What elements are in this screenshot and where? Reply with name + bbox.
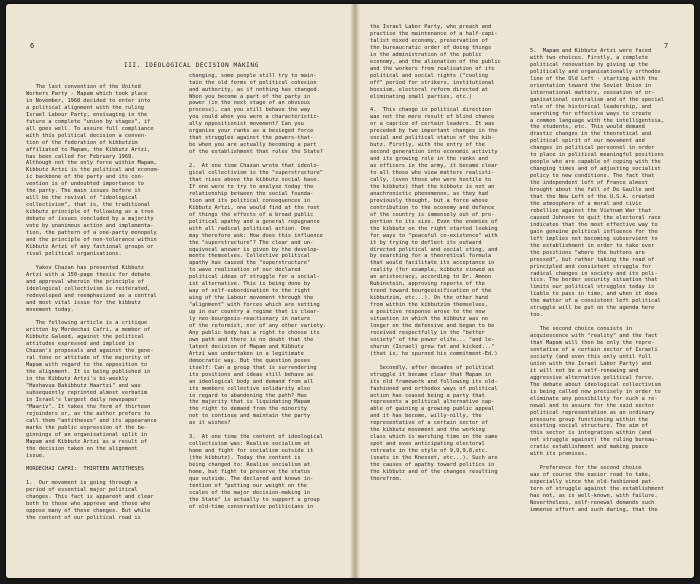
text-column-3: the Israel Labor Party, who preach and practise the maintenance of a half-capi- talist mixed economy, preservation of the bureaucratic order of doing things in the administration of the public economy, and the alienation of the public and the workers from realisation of its political and social rights ("cooling off" period for strikers, institutional bossism, electoral reform directed at eliminating small parties, etc.) 4. This change in political direction was not the mere result of blind chance or a caprice of certain leaders. It was preceded by two important changes in the social and political status of the kib- butz. Firstly, with the entry of the second generation into economic activity and its growing role in the ranks and as officers in the army, it became clear to all those who view matters realisti- cally, (even those who were hostile to the kibbutz) that the kibbutz is not an anachronistic phenomenon, as they had previously thought, but a force whose contribution to the economy and defence of the country is immensely out of pro- portion to its size. Even the enemies of the kibbutz on the right started looking for ways to "peaceful co-existence" with it by trying to deflect its outward directed political and social sting, and by searching for a theoretical formula that would facilitate its acceptance in reality (for example, kibbutz viewed as an aristocracy, according to Dr. Amnon Rubinstein, approving reports of the trend toward bourgeoisification of the kibbutzim, etc...). On the other hand from within the kibbutzim themselves, a positive response arose to the new situation in which the kibbutz was no longer on the defensive and began to be received respectfully in the "better society" of the power elite... "and le- shurun (Israel) grew fat and kicked..." (that is, he spurned his commitment-Ed.) Secondly, after decades of political struggle it became clear that Mapam in its old framework and following its old- fashioned and orthodox ways of political action has ceased being a party that represents a political alternative cap- able of gaining a growing public appeal and it has become, willy-nilly, the representative of a certain sector of the kibbutz movement and the working class which is marching time on the same spot and even anticipating electoral retreats in the style of 9,9,9,8,etc. (seats in the Knesset, etc...). Such are the causes of apathy toward politics in the kibbutz and of the changes resulting therefrom. [370, 24, 501, 482]
left-page [6, 4, 350, 578]
text-column-4: 5. Mapam and Kibbutz Artzi were faced with two choices. Firstly, a complete political renovation by giving up the politically and organisationally orthodox line of the Old Left - starting with the orientation toward the Soviet Union in international matters, cessation of or- ganisational centralism and of the special role of the historical leadership, and searching for effective ways to create a common language with the intelligentsia, the students, etc. This would demand drastic changes in the theoretical and political spirit of our movement and changes in political personnel in order to place in political meaningful positions people who are capable of coping with the changing times and of adjusting socialist policy to new conditions. The fact that the independent left of France almost brought about the fall of De Gaulle and that the New Left of the U.S.A. created the atmosphere of a moral and civic rebellion against the Vietnam War that caused Johnson to quit the electoral race indicates that the most effective way to gain genuine political influence for the left implies not becoming subservient to the establishment in order to take over the positions "where the buttons are pressed", but rather taking the road of principled and consistent struggle for radical changes in society and its poli- tics. The border security situation that limits our political struggles today is liable to pass in time, and when it does the matter of a consistent left political struggle will be put on the agenda here too. The second choice consists in acquiescence with "reality" and the fact that Mapam will then be only the repre- sentative of a certain sector of Israeli society (and even this only until full union with the Israel Labor Party) and it will not be a self-renewing and aggressive alternative political force. The debate about ideological collectivism is being called now precisely in order to eliminate any possibility for such a re- newal and to assure for the said sector political representation as an ordinary pressure group functioning within the existing social structure. The aim of this sector is integration within (and not struggle against) the ruling bureau- cratic establishment and making peace with its premises. Preference for the second choice was of course the easier road to take, especially since the old-fashioned pat- tern of struggle against the establishment has not, as is well-known, with failure. Nevertheless, self-renewal demands such immense effort and such daring, that the [530, 48, 664, 513]
binding-gutter [350, 4, 360, 578]
page-number: 6 [30, 42, 35, 50]
booklet-spread [6, 4, 694, 578]
right-page [360, 4, 694, 578]
section-title: III. IDEOLOGICAL DECISION MAKING [124, 62, 259, 69]
page-number: 7 [664, 42, 669, 50]
text-column-1: The last convention of the United Workers Party - Mapam which took place in November, 1968 decided to enter into a political alignment with the ruling Israel Labour Party, envisaging in the future a complete "union by stages", if all goes well. To assure full compliance with this political decision a conven- tion of the federation of kibbutzim affiliated to Mapam, the Kibbutz Artzi, has been called for February 1969. Although not the only force within Mapam, Kibbutz Artzi is the political and econom- ic backbone of the party and its con- vention is of undoubted importance to the party. The main issues before it will be the revival of "ideological collectivism", that is, the traditional kibbutz principle of following as a tree debate of issues concluded by a majority vote by unanimous action and implementa- tion, the pattern of a one-party monopoly and the principle of non-tolerance within Kibbutz Artzi of any factional groups or rival political organisations. Yakov Chazan has presented Kibbutz Artzi with a 150-page thesis for debate and approval wherein the principle of ideological collectivism is reiterated, redeveloped and reemphasized as a central and most vital issue for the kibbutz movement today. The following article is a critique written by Mordechai Cafri, a member of Kibbutz Galeed, against the political attitudes expressed and implied in Chazan's proposals and against the gene- ral tone or attitude of the majority of Mapam with regard to the opposition to the alignment. It is being published in in the Kibbutz Artzi's bi-weekly "Hashavua Bakibbutz Haartzi" and was subsequently reprinted almost verbatim in Israel's largest daily newspaper "Maariv". It takes the form of thirteen rejoinders or, as the author prefers to call them "antitheses" and its appearance marks the public expression of the be- ginnings of an organisational split in Mapam and Kibbutz Artzi as a result of the decision taken on the alignment issue. MORDECHAI CAFRI: THIRTEEN ANTITHESES 1. Our movement is going through a period of essential major political changes. This fact is apparent and clear both to those who approve and those who oppose many of these changes. But while the content of our political road is [26, 84, 160, 522]
text-column-2: changing, some people still try to main- tain the old forms of political cohesion and authority, as if nothing has changed. When you become a part of the party in power (in the next stage of an obvious process), can you still behave the way you could when you were a characteristic- ally oppositionist movement? Can you organise your ranks as a besieged force that struggles against the powers-that- be when you are actually becoming a part of the establishment that rules the State? 2. At one time Chazan wrote that ideolo- gical collectivism is the "superstructure" that rises above the kibbutz social base. If one were to try to analyse today the relationship between the social founda- tion and its political consequences in Kibbutz Artzi, one would find at the root of things the effects of a broad public political apathy and a general repugnance with all radical political action. One may therefore ask: How does this influence the "superstructure"? The clear and un- equivocal answer is given by the develop- ments themselves. Collective political apathy has caused the "superstructure" to wave realisation of our declared political ideas of struggle for a social- ist alternative. This is being done by way of self-subordination to the right wing of the Labour movement through the "alignment" with forces which are setting up in our country a regime that is clear- ly neo-bourgeois-reactionary in nature of the reformist, nor of any other variety. Any public body has a right to choose its own path and there is no doubt that the latest decision of Mapam and Kibbutz Artzi was undertaken in a legitimate democratic way. But the question poses itself: Can a group that is surrendering its positions and ideas still behave as an ideological body and demand from all its members collective solidarity also in regard to abandoning the path? Has the majority that is liquidating Mapam the right to demand from the minority not to continue and maintain the party as it wishes? 3. At one time the content of ideological collectivism was: Realise socialism at home and fight for socialism outside it (the kibbutz). Today the content is being changed to: Realise socialism at home, but fight to preserve the status quo outside. The declared and known in- tention of "putting our weight on the scales of the major decision-making in the State" is actually to support a group of old-time conservative politicians in [189, 72, 327, 510]
